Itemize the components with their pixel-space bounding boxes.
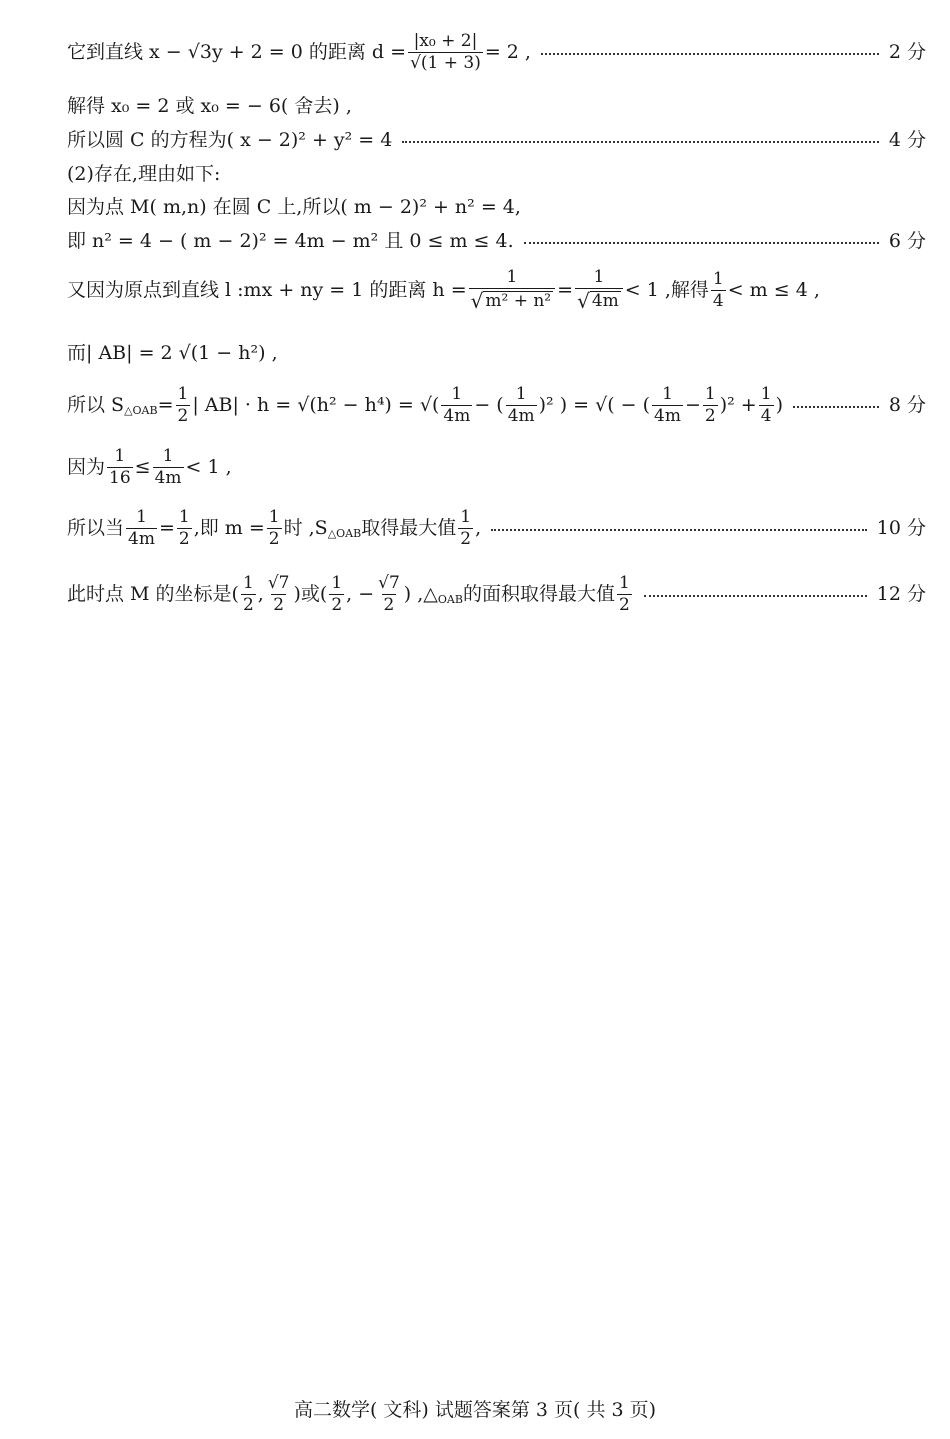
fraction-numerator: 1 xyxy=(242,572,254,593)
dotted-leader xyxy=(644,595,867,597)
line-11-text-c: ,即 m = xyxy=(193,516,265,539)
fraction-denominator: 2 xyxy=(383,594,395,615)
fraction-numerator: 1 xyxy=(515,383,527,404)
line-7-text-c: < m ≤ 4 , xyxy=(727,278,820,301)
answer-line-8 xyxy=(67,340,926,366)
fraction xyxy=(759,383,774,426)
line-9-text-b: = xyxy=(157,393,174,416)
line-12-text-c: )或( xyxy=(293,582,328,605)
fraction-denominator: √ 4m xyxy=(575,288,623,312)
fraction xyxy=(177,506,192,549)
line-6-text: 即 n² = 4 − ( m − 2)² = 4m − m² 且 0 ≤ m ≤ 4. xyxy=(67,229,514,252)
fraction xyxy=(266,572,292,615)
line-12-text-e: ) ,△ xyxy=(403,582,438,605)
line-9-text-d: − ( xyxy=(474,393,504,416)
line-12-text-f: 的面积取得最大值 xyxy=(462,582,615,605)
line-1-text-b: = 2 , xyxy=(484,40,531,63)
line-10-text-c: < 1 , xyxy=(185,455,232,478)
fraction-numerator: 1 xyxy=(704,383,716,404)
fraction xyxy=(107,445,133,488)
fraction xyxy=(267,506,282,549)
score-label: 8 分 xyxy=(888,393,926,416)
fraction-denominator: 4m xyxy=(128,528,155,549)
quarter-fraction xyxy=(711,268,726,311)
fraction xyxy=(153,445,184,488)
answer-line-1 xyxy=(67,30,926,74)
line-4-text: (2)存在,理由如下: xyxy=(67,162,221,185)
fraction-denominator: 4m xyxy=(507,405,535,426)
line-10-text-a: 因为 xyxy=(67,455,106,478)
score-label: 2 分 xyxy=(888,40,926,63)
fraction xyxy=(617,572,632,615)
dotted-leader xyxy=(402,141,879,143)
score-label: 10 分 xyxy=(876,516,926,539)
line-7-text-a: 又因为原点到直线 l :mx + ny = 1 的距离 h = xyxy=(67,278,467,301)
fraction-denominator: 4 xyxy=(760,405,772,426)
line-9-text-e: )² ) = √( − ( xyxy=(538,393,651,416)
fraction-numerator: 1 xyxy=(331,572,343,593)
line-3-text: 所以圆 C 的方程为( x − 2)² + y² = 4 xyxy=(67,128,393,151)
line-11-text-f: , xyxy=(475,516,482,539)
fraction xyxy=(126,506,157,549)
fraction-denominator: 2 xyxy=(618,594,630,615)
fraction-numerator: 1 xyxy=(114,445,126,466)
fraction xyxy=(441,383,472,426)
fraction-denominator: 2 xyxy=(460,528,472,549)
dotted-leader xyxy=(793,406,879,408)
answer-line-9 xyxy=(67,378,926,432)
score-label: 6 分 xyxy=(888,229,926,252)
line-7-text-b: < 1 ,解得 xyxy=(624,278,709,301)
fraction-denominator: 2 xyxy=(273,594,285,615)
line-9-text-f: − xyxy=(684,393,701,416)
fraction xyxy=(458,506,473,549)
line-12-text-b: , xyxy=(257,582,264,605)
answer-line-3 xyxy=(67,128,926,152)
answer-line-7 xyxy=(67,262,926,318)
line-11-text-d: 时 ,S xyxy=(283,516,328,539)
line-1-text: 它到直线 x − √3y + 2 = 0 的距离 d = xyxy=(67,40,407,63)
line-5-text: 因为点 M( m,n) 在圆 C 上,所以( m − 2)² + n² = 4, xyxy=(67,195,521,218)
answer-line-11 xyxy=(67,503,926,553)
fraction-denominator: 2 xyxy=(242,594,254,615)
radicand: 4m xyxy=(591,290,619,311)
score-label: 4 分 xyxy=(888,128,926,151)
answer-line-2 xyxy=(67,95,926,117)
fraction xyxy=(329,572,344,615)
fraction-numerator: 1 xyxy=(460,506,472,527)
subscript: OAB xyxy=(437,592,463,606)
fraction-denominator: 4 xyxy=(712,290,724,311)
fraction-numerator: 1 xyxy=(760,383,772,404)
answer-line-4 xyxy=(67,163,926,185)
fraction xyxy=(176,383,191,426)
line-11-text-a: 所以当 xyxy=(67,516,125,539)
fraction xyxy=(703,383,718,426)
line-9-text-h: ) xyxy=(775,393,783,416)
fraction xyxy=(506,383,537,426)
line-9-text-g: )² + xyxy=(719,393,757,416)
fraction-numerator: 1 xyxy=(162,445,174,466)
fraction-numerator: 1 xyxy=(136,506,147,527)
dotted-leader xyxy=(524,242,879,244)
h-fraction xyxy=(469,266,556,313)
answer-line-10 xyxy=(67,442,926,492)
fraction-numerator: 1 xyxy=(662,383,673,404)
fraction-denominator: 4m xyxy=(443,405,471,426)
answer-line-5 xyxy=(67,196,926,218)
line-11-text-b: = xyxy=(158,516,175,539)
subscript: △OAB xyxy=(124,403,158,417)
fraction xyxy=(241,572,256,615)
fraction-denominator: 2 xyxy=(331,594,343,615)
fraction xyxy=(376,572,402,615)
fraction-numerator: 1 xyxy=(506,266,518,287)
answer-line-12 xyxy=(67,567,926,621)
line-2-text: 解得 x₀ = 2 或 x₀ = − 6( 舍去) , xyxy=(67,94,352,117)
line-9-text-a: 所以 S xyxy=(67,393,125,416)
fraction-numerator: 1 xyxy=(618,572,630,593)
line-9-text-c: | AB| · h = √(h² − h⁴) = √( xyxy=(192,393,440,416)
fraction-numerator: 1 xyxy=(178,506,190,527)
radicand: m² + n² xyxy=(485,290,552,311)
fraction-numerator: 1 xyxy=(451,383,463,404)
line-11-text-e: 取得最大值 xyxy=(361,516,457,539)
fraction-numerator: 1 xyxy=(268,506,280,527)
fraction xyxy=(652,383,683,426)
fraction-denominator: √ m² + n² xyxy=(469,288,556,312)
fraction-numerator: 1 xyxy=(712,268,724,289)
fraction-denominator: 2 xyxy=(177,405,189,426)
dotted-leader xyxy=(491,529,867,531)
fraction-denominator: 2 xyxy=(704,405,716,426)
h-fraction-2 xyxy=(575,266,623,313)
distance-fraction xyxy=(408,30,483,73)
fraction-denominator: √(1 + 3) xyxy=(410,52,481,73)
line-12-text-d: , − xyxy=(346,582,375,605)
subscript: △OAB xyxy=(327,526,362,540)
fraction-denominator: 4m xyxy=(654,405,681,426)
line-8-text: 而| AB| = 2 √(1 − h²) , xyxy=(67,341,278,364)
fraction-numerator: 1 xyxy=(177,383,189,404)
line-12-text-a: 此时点 M 的坐标是( xyxy=(67,582,239,605)
fraction-denominator: 16 xyxy=(109,467,131,488)
score-label: 12 分 xyxy=(876,582,926,605)
fraction-numerator: |x₀ + 2| xyxy=(413,30,478,51)
fraction-denominator: 4m xyxy=(154,467,182,488)
dotted-leader xyxy=(541,53,879,55)
line-10-text-b: ≤ xyxy=(134,455,151,478)
page-footer: 高二数学( 文科) 试题答案第 3 页( 共 3 页) xyxy=(293,1399,657,1421)
equals-sign: = xyxy=(557,278,574,301)
fraction-denominator: 2 xyxy=(268,528,280,549)
fraction-denominator: 2 xyxy=(178,528,190,549)
fraction-numerator: √7 xyxy=(378,572,400,593)
fraction-numerator: √7 xyxy=(267,572,290,593)
fraction-numerator: 1 xyxy=(593,266,605,287)
answer-line-6 xyxy=(67,229,926,253)
